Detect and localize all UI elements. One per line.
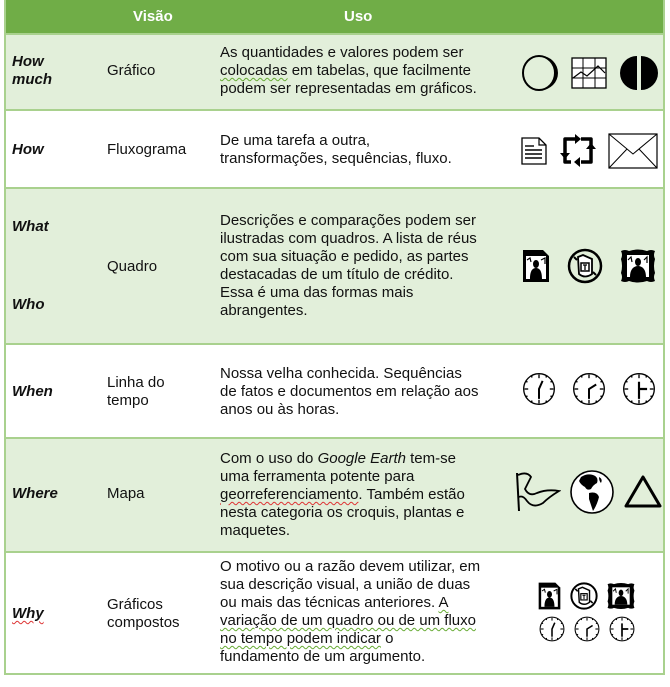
portrait-cycle-icon [566, 247, 604, 285]
question-cell [12, 605, 44, 623]
icon-group [514, 53, 664, 93]
uso-text: . Também estão [358, 486, 465, 503]
clock-icon [521, 371, 557, 407]
question-cell: When [12, 383, 53, 400]
uso-line: destacadas de um título de crédito. [220, 266, 454, 283]
uso-line: fundamento de um argumento. [220, 648, 426, 665]
uso-line [220, 486, 510, 504]
picture-document-icon [521, 248, 551, 284]
question-cell: How [12, 141, 44, 158]
clock-icon [573, 615, 601, 643]
uso-line [220, 594, 510, 612]
framed-picture-icon [606, 581, 636, 611]
uso-text: ou mais das técnicas anteriores. [220, 594, 439, 611]
flag-icon [515, 471, 561, 513]
spellcheck-word: colocadas [220, 62, 288, 79]
uso-line: com sua situação e pedido, as partes [220, 248, 469, 265]
icon-group [514, 371, 664, 407]
uso-text: o [380, 630, 394, 647]
question-cell-who: Who [12, 296, 45, 313]
visao-line: compostos [107, 614, 180, 631]
visao-cell: Gráfico [107, 62, 156, 79]
visao-line: Gráficos [107, 596, 163, 613]
uso-line: De uma tarefa a outra, [220, 132, 371, 149]
cycle-arrows-icon [559, 134, 597, 168]
spellcheck-word: no tempo podem indicar [220, 630, 381, 647]
uso-line: de fatos e documentos em relação aos [220, 383, 479, 400]
uso-line: Nossa velha conhecida. Sequências [220, 365, 462, 382]
uso-line: abrangentes. [220, 302, 308, 319]
uso-line: transformações, sequências, fluxo. [220, 150, 452, 167]
clock-icon [571, 371, 607, 407]
visao-cell: Quadro [107, 258, 158, 275]
google-earth-text: Google Earth [317, 450, 406, 467]
document-icon [520, 136, 548, 166]
framed-picture-icon [619, 247, 657, 285]
visao-cell: Mapa [107, 485, 145, 502]
icon-group [514, 247, 664, 285]
uso-cell [220, 558, 510, 666]
uso-cell [220, 132, 510, 168]
uso-cell [220, 44, 510, 98]
question-cell [12, 53, 52, 89]
question-line: much [12, 71, 53, 88]
uso-line: podem ser representadas em gráficos. [220, 80, 477, 97]
visualization-table [4, 0, 665, 675]
icon-group [514, 133, 664, 169]
clock-icon [538, 615, 566, 643]
spellcheck-word: Why [12, 605, 44, 622]
uso-cell [220, 212, 510, 320]
uso-cell [220, 450, 510, 540]
globe-icon [569, 469, 615, 515]
table-row [6, 33, 663, 109]
icon-group [511, 469, 667, 515]
uso-line: ilustradas com quadros. A lista de réus [220, 230, 477, 247]
uso-line: maquetes. [220, 522, 291, 539]
picture-document-icon [537, 581, 562, 611]
uso-line [220, 630, 510, 648]
visao-cell [107, 596, 180, 632]
uso-line: As quantidades e valores podem ser [220, 44, 464, 61]
uso-line [220, 450, 510, 468]
uso-line: sua descrição visual, a união de duas [220, 576, 471, 593]
table-row [6, 187, 663, 343]
header-visao: Visão [133, 8, 173, 25]
portrait-cycle-icon [569, 581, 599, 611]
uso-line: Descrições e comparações podem ser [220, 212, 476, 229]
table-row [6, 551, 663, 673]
uso-line [220, 62, 510, 80]
table-row [6, 343, 663, 437]
circle-ring-icon [519, 53, 559, 93]
question-cell-what: What [12, 218, 49, 235]
icon-group [534, 581, 639, 643]
uso-line: uma ferramenta potente para [220, 468, 415, 485]
uso-cell [220, 365, 510, 419]
clock-icon [608, 615, 636, 643]
uso-line: nesta categoria os croquis, plantas e [220, 504, 465, 521]
uso-text: em tabelas, que facilmente [287, 62, 471, 79]
spellcheck-word: A [438, 594, 449, 611]
header-uso: Uso [344, 8, 373, 25]
visao-cell: Fluxograma [107, 141, 187, 158]
table-row [6, 437, 663, 551]
half-circles-icon [619, 53, 659, 93]
question-line: How [12, 53, 44, 70]
visao-line: Linha do [107, 374, 165, 391]
uso-line: Essa é uma das formas mais [220, 284, 414, 301]
uso-text: tem-se [405, 450, 456, 467]
uso-text: Com o uso do [220, 450, 318, 467]
triangle-icon [623, 474, 663, 510]
uso-line [220, 612, 510, 630]
table-header [6, 0, 663, 33]
spellcheck-word: variação de um quadro ou de um fluxo [220, 612, 476, 629]
uso-line: O motivo ou a razão devem utilizar, em [220, 558, 481, 575]
spellcheck-word: georreferenciamento [220, 486, 359, 503]
table-row [6, 109, 663, 187]
question-cell: Where [12, 485, 58, 502]
uso-line: anos ou às horas. [220, 401, 340, 418]
envelope-icon [608, 133, 658, 169]
line-chart-grid-icon [570, 56, 608, 90]
visao-line: tempo [107, 392, 149, 409]
clock-icon [621, 371, 657, 407]
visao-cell [107, 374, 165, 410]
